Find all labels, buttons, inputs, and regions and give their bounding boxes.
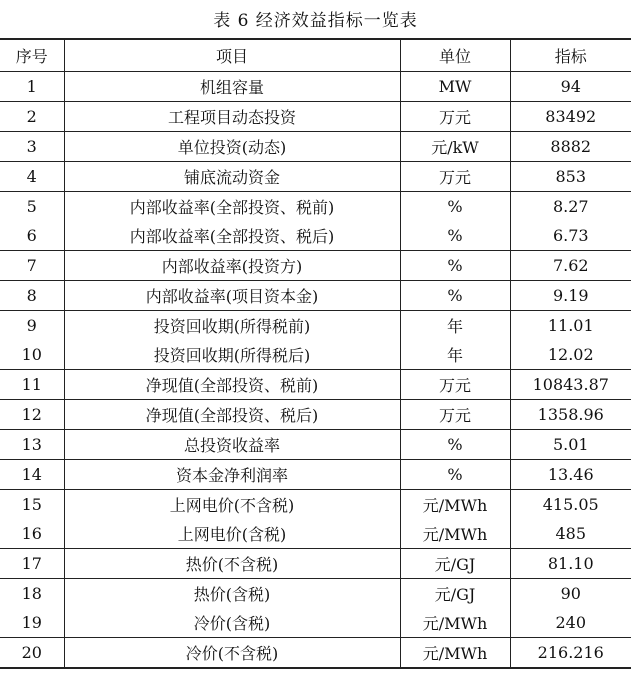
- row-number: 18: [0, 579, 64, 609]
- row-unit: %: [400, 251, 510, 281]
- economic-indicators-table: [0, 38, 631, 669]
- row-unit: 元/GJ: [400, 549, 510, 579]
- row-unit: %: [400, 192, 510, 222]
- row-value: 94: [510, 72, 631, 102]
- table-title: 表 6 经济效益指标一览表: [213, 11, 418, 31]
- table-row: [0, 549, 631, 579]
- table-row: [0, 72, 631, 102]
- header-item: 项目: [64, 39, 400, 72]
- table-row: [0, 400, 631, 430]
- row-number: 12: [0, 400, 64, 430]
- table-row: [0, 608, 631, 638]
- row-number: 11: [0, 370, 64, 400]
- row-item: 冷价(含税): [64, 608, 400, 638]
- row-item: 内部收益率(投资方): [64, 251, 400, 281]
- row-value: 5.01: [510, 430, 631, 460]
- table-row: [0, 311, 631, 341]
- row-unit: 年: [400, 340, 510, 370]
- row-item: 总投资收益率: [64, 430, 400, 460]
- row-item: 上网电价(含税): [64, 519, 400, 549]
- table-row: [0, 519, 631, 549]
- table-row: [0, 102, 631, 132]
- row-value: 10843.87: [510, 370, 631, 400]
- row-value: 11.01: [510, 311, 631, 341]
- table-row: [0, 579, 631, 609]
- row-unit: 元/kW: [400, 132, 510, 162]
- table-row: [0, 430, 631, 460]
- row-item: 净现值(全部投资、税前): [64, 370, 400, 400]
- row-number: 14: [0, 460, 64, 490]
- row-value: 6.73: [510, 221, 631, 251]
- row-unit: 年: [400, 311, 510, 341]
- row-item: 净现值(全部投资、税后): [64, 400, 400, 430]
- table-row: [0, 132, 631, 162]
- row-value: 12.02: [510, 340, 631, 370]
- row-item: 工程项目动态投资: [64, 102, 400, 132]
- row-unit: MW: [400, 72, 510, 102]
- row-unit: 万元: [400, 162, 510, 192]
- row-value: 1358.96: [510, 400, 631, 430]
- row-number: 6: [26, 226, 37, 245]
- row-number: 9: [0, 311, 64, 341]
- row-unit: 万元: [400, 102, 510, 132]
- row-value: 8882: [510, 132, 631, 162]
- row-unit: 万元: [400, 400, 510, 430]
- row-number: 16: [21, 524, 42, 543]
- table-row: [0, 490, 631, 520]
- row-item: 投资回收期(所得税前): [64, 311, 400, 341]
- row-unit: 元/MWh: [400, 608, 510, 638]
- row-unit: %: [400, 430, 510, 460]
- table-row: [0, 192, 631, 222]
- row-unit: %: [400, 281, 510, 311]
- row-number: 13: [0, 430, 64, 460]
- row-number: 8: [0, 281, 64, 311]
- row-number: 4: [0, 162, 64, 192]
- row-number: 5: [0, 192, 64, 222]
- row-unit: 万元: [400, 370, 510, 400]
- row-value: 83492: [510, 102, 631, 132]
- row-value: 240: [510, 608, 631, 638]
- table-row: [0, 340, 631, 370]
- table-body: [0, 72, 631, 669]
- row-item: 内部收益率(全部投资、税后): [64, 221, 400, 251]
- row-value: 415.05: [510, 490, 631, 520]
- row-unit: %: [400, 221, 510, 251]
- row-number: 15: [0, 490, 64, 520]
- row-item: 上网电价(不含税): [64, 490, 400, 520]
- table-row: [0, 281, 631, 311]
- row-number: 19: [21, 613, 42, 632]
- row-number: 20: [0, 638, 64, 669]
- row-number: 7: [0, 251, 64, 281]
- table-row: [0, 162, 631, 192]
- row-value: 90: [510, 579, 631, 609]
- row-item: 机组容量: [64, 72, 400, 102]
- row-value: 8.27: [510, 192, 631, 222]
- row-value: 9.19: [510, 281, 631, 311]
- header-no: 序号: [0, 39, 64, 72]
- row-number: 2: [0, 102, 64, 132]
- row-value: 7.62: [510, 251, 631, 281]
- row-item: 热价(不含税): [64, 549, 400, 579]
- row-unit: %: [400, 460, 510, 490]
- table-row: [0, 221, 631, 251]
- row-number: 3: [0, 132, 64, 162]
- table-row: [0, 251, 631, 281]
- row-item: 投资回收期(所得税后): [64, 340, 400, 370]
- row-unit: 元/GJ: [400, 579, 510, 609]
- header-row: [0, 39, 631, 72]
- row-unit: 元/MWh: [400, 490, 510, 520]
- table-row: [0, 638, 631, 669]
- row-item: 内部收益率(项目资本金): [64, 281, 400, 311]
- row-item: 内部收益率(全部投资、税前): [64, 192, 400, 222]
- row-number: 1: [26, 77, 37, 96]
- row-value: 13.46: [510, 460, 631, 490]
- row-item: 热价(含税): [64, 579, 400, 609]
- row-value: 485: [510, 519, 631, 549]
- header-unit: 单位: [400, 39, 510, 72]
- row-number: 10: [21, 345, 42, 364]
- row-value: 853: [510, 162, 631, 192]
- row-value: 216.216: [510, 638, 631, 669]
- table-row: [0, 370, 631, 400]
- row-unit: 元/MWh: [400, 638, 510, 669]
- header-value: 指标: [510, 39, 631, 72]
- row-item: 铺底流动资金: [64, 162, 400, 192]
- row-unit: 元/MWh: [400, 519, 510, 549]
- table-row: [0, 460, 631, 490]
- row-value: 81.10: [510, 549, 631, 579]
- row-item: 单位投资(动态): [64, 132, 400, 162]
- row-number: 17: [0, 549, 64, 579]
- row-item: 冷价(不含税): [64, 638, 400, 669]
- row-item: 资本金净利润率: [64, 460, 400, 490]
